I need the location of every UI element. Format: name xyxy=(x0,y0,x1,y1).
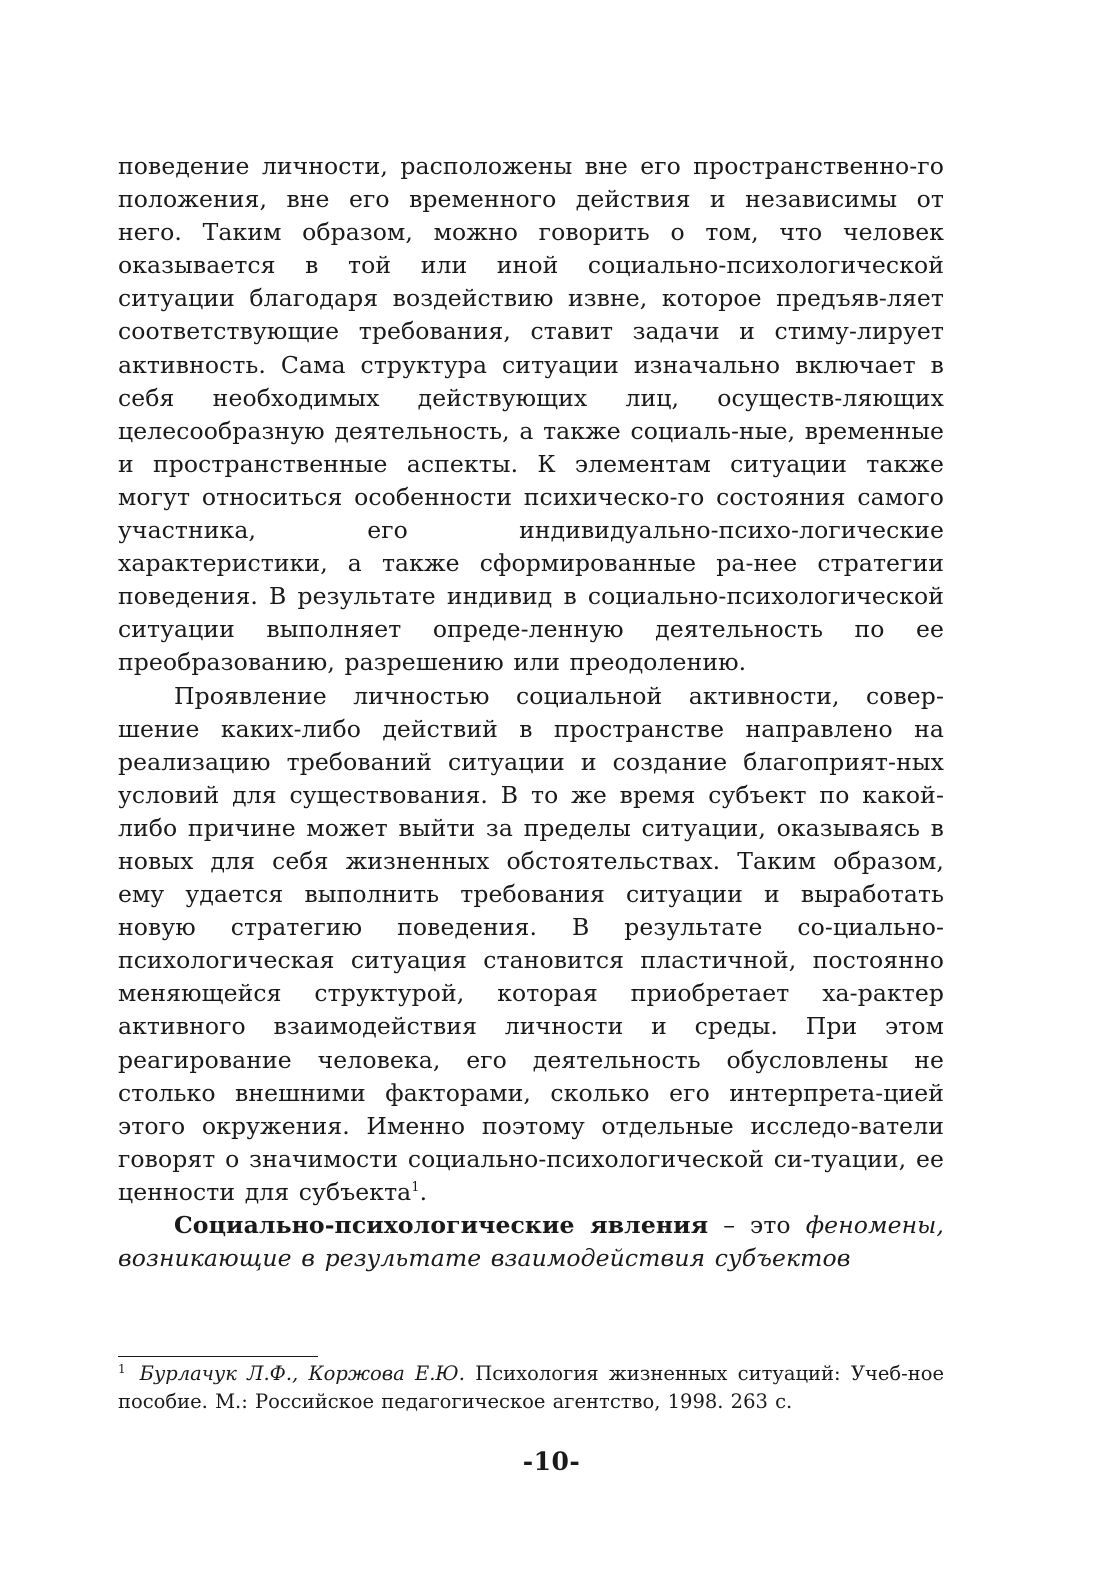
page-body xyxy=(118,150,944,1275)
paragraph-2-text: Проявление личностью социальной активности, совер-шение каких-либо действий в пространстве направлено на реализацию требований ситуации и создание благоприят-ных условий для существования. В то же время субъект по какой-либо причине может выйти за пределы ситуации, оказываясь в новых для себя жизненных обстоятельствах. Таким образом, ему удается выполнить требования ситуации и выработать новую стратегию поведения. В результате со-циально-психологическая ситуация становится пластичной, постоянно меняющейся структурой, которая приобретает ха-рактер активного взаимодействия личности и среды. При этом реагирование человека, его деятельность обусловлены не столько внешними факторами, сколько его интерпрета-цией этого окружения. Именно поэтому отдельные исследо-ватели говорят о значимости социально-психологической си-туации, ее ценности для субъекта xyxy=(118,681,944,1206)
paragraph-2-end: . xyxy=(419,1177,428,1206)
definition-dash: – это xyxy=(708,1211,806,1239)
definition-text: феномены, возникающие в результате взаимодействия субъектов xyxy=(118,1211,944,1273)
defined-term: Социально-психологические явления xyxy=(174,1211,709,1239)
footnote-number: 1 xyxy=(118,1361,126,1376)
footnote-divider xyxy=(118,1356,318,1357)
footnote-authors: Бурлачук Л.Ф., Коржова Е.Ю. xyxy=(139,1362,465,1385)
paragraph-3 xyxy=(118,1209,944,1275)
paragraph-2 xyxy=(118,680,944,1210)
footnote-text: Психология жизненных ситуаций: Учеб-ное пособие. М.: Российское педагогическое агентство, 1998. 263 с. xyxy=(118,1362,944,1413)
footnote-reference[interactable]: 1 xyxy=(411,1180,420,1196)
paragraph-1: поведение личности, расположены вне его пространственно-го положения, вне его временного действия и независимы от него. Таким образом, можно говорить о том, что человек оказывается в той или иной социально-психологической ситуации благодаря воздействию извне, которое предъяв-ляет соответствующие требования, ставит задачи и стиму-лирует активность. Сама структура ситуации изначально включает в себя необходимых действующих лиц, осуществ-ляющих целесообразную деятельность, а также социаль-ные, временные и пространственные аспекты. К элементам ситуации также могут относиться особенности психическо-го состояния самого участника, его индивидуально-психо-логические характеристики, а также сформированные ра-нее стратегии поведения. В результате индивид в социально-психологической ситуации выполняет опреде-ленную деятельность по ее преобразованию, разрешению или преодолению. xyxy=(118,152,944,677)
page-number: -10- xyxy=(522,1447,581,1476)
footnote xyxy=(118,1360,944,1416)
